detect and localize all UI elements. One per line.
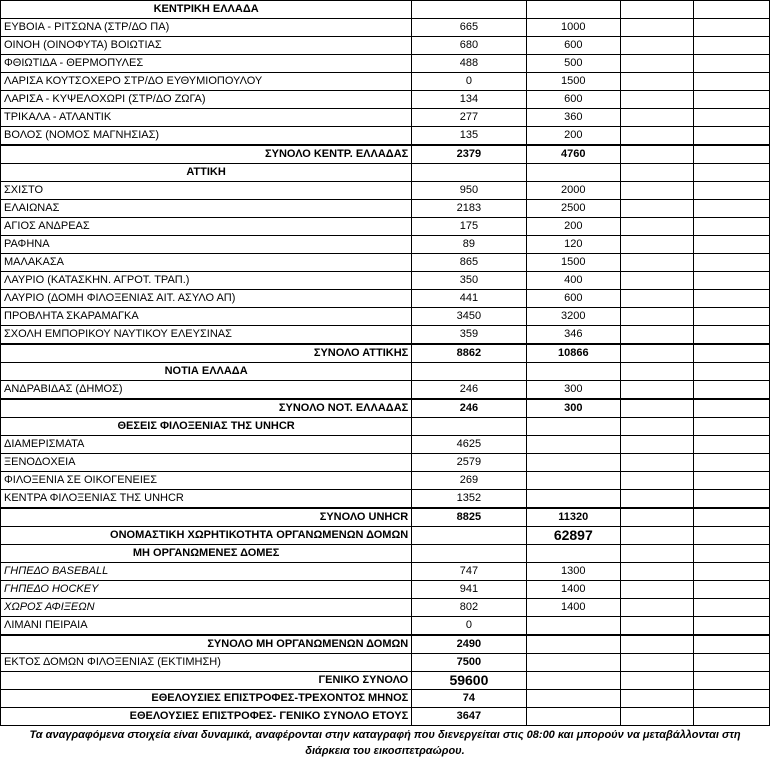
total-label: ΣΥΝΟΛΟ ΑΤΤΙΚΗΣ bbox=[1, 344, 412, 363]
current-count: 747 bbox=[412, 563, 526, 581]
empty-cell bbox=[694, 326, 770, 345]
empty-cell bbox=[621, 55, 694, 73]
outside-label: ΕΚΤΟΣ ΔΟΜΩΝ ΦΙΛΟΞΕΝΙΑΣ (ΕΚΤΙΜΗΣΗ) bbox=[1, 654, 412, 672]
empty-cell bbox=[621, 109, 694, 127]
total-capacity: 11320 bbox=[526, 508, 620, 527]
empty-cell bbox=[526, 545, 620, 563]
empty-cell bbox=[621, 73, 694, 91]
location-name: ΟΙΝΟΗ (ΟΙΝΟΦΥΤΑ) ΒΟΙΩΤΙΑΣ bbox=[1, 37, 412, 55]
data-table-body bbox=[1, 1, 770, 726]
location-name: ΒΟΛΟΣ (ΝΟΜΟΣ ΜΑΓΝΗΣΙΑΣ) bbox=[1, 127, 412, 146]
empty-cell bbox=[526, 164, 620, 182]
section-header: ΚΕΝΤΡΙΚΗ ΕΛΛΑΔΑ bbox=[1, 1, 412, 19]
current-count: 3450 bbox=[412, 308, 526, 326]
table-row bbox=[1, 581, 770, 599]
table-row bbox=[1, 454, 770, 472]
table-row bbox=[1, 563, 770, 581]
empty-cell bbox=[526, 672, 620, 690]
empty-cell bbox=[694, 164, 770, 182]
empty-cell bbox=[621, 599, 694, 617]
table-row bbox=[1, 472, 770, 490]
table-row bbox=[1, 308, 770, 326]
current-count: 441 bbox=[412, 290, 526, 308]
capacity-value: 120 bbox=[526, 236, 620, 254]
empty-cell bbox=[694, 37, 770, 55]
empty-cell bbox=[621, 164, 694, 182]
empty-cell bbox=[621, 654, 694, 672]
current-count: 2183 bbox=[412, 200, 526, 218]
empty-cell bbox=[621, 617, 694, 636]
empty-cell bbox=[694, 454, 770, 472]
empty-cell bbox=[621, 254, 694, 272]
current-count: 359 bbox=[412, 326, 526, 345]
empty-cell bbox=[621, 527, 694, 545]
returns-month-value: 74 bbox=[412, 690, 526, 708]
section-total-row bbox=[1, 635, 770, 654]
location-name: ΣΧΙΣΤΟ bbox=[1, 182, 412, 200]
capacity-value: 1400 bbox=[526, 599, 620, 617]
empty-cell bbox=[621, 436, 694, 454]
capacity-value: 360 bbox=[526, 109, 620, 127]
footer-line-1: Τα αναγραφόμενα στοιχεία είναι δυναμικά, αναφέρονται στην καταγραφή που διενεργείται στις 08:00 και μπορούν να μεταβάλλονται στη bbox=[29, 729, 741, 741]
section-header: ΑΤΤΙΚΗ bbox=[1, 164, 412, 182]
empty-cell bbox=[412, 363, 526, 381]
location-name: ΛΙΜΑΝΙ ΠΕΙΡΑΙΑ bbox=[1, 617, 412, 636]
total-current: 2490 bbox=[412, 635, 526, 654]
location-name: ΣΧΟΛΗ ΕΜΠΟΡΙΚΟΥ ΝΑΥΤΙΚΟΥ ΕΛΕΥΣΙΝΑΣ bbox=[1, 326, 412, 345]
empty-cell bbox=[694, 254, 770, 272]
empty-cell bbox=[621, 344, 694, 363]
empty-cell bbox=[694, 545, 770, 563]
total-capacity: 4760 bbox=[526, 145, 620, 164]
empty-cell bbox=[694, 290, 770, 308]
empty-cell bbox=[412, 1, 526, 19]
total-current: 8862 bbox=[412, 344, 526, 363]
empty-cell bbox=[694, 127, 770, 146]
empty-cell bbox=[621, 200, 694, 218]
empty-cell bbox=[694, 490, 770, 509]
current-count: 488 bbox=[412, 55, 526, 73]
empty-cell bbox=[621, 545, 694, 563]
section-total-row bbox=[1, 344, 770, 363]
empty-cell bbox=[621, 581, 694, 599]
empty-cell bbox=[621, 690, 694, 708]
location-name: ΛΑΡΙΣΑ ΚΟΥΤΣΟΧΕΡΟ ΣΤΡ/ΔΟ ΕΥΘΥΜΙΟΠΟΥΛΟΥ bbox=[1, 73, 412, 91]
section-total-row bbox=[1, 399, 770, 418]
empty-cell bbox=[694, 145, 770, 164]
empty-cell bbox=[621, 326, 694, 345]
empty-cell bbox=[694, 272, 770, 290]
grand-total-value: 59600 bbox=[412, 672, 526, 690]
empty-cell bbox=[621, 272, 694, 290]
returns-month-label: ΕΘΕΛΟΥΣΙΕΣ ΕΠΙΣΤΡΟΦΕΣ-ΤΡΕΧΟΝΤΟΣ ΜΗΝΟΣ bbox=[1, 690, 412, 708]
location-name: ΚΕΝΤΡΑ ΦΙΛΟΞΕΝΙΑΣ ΤΗΣ UNHCR bbox=[1, 490, 412, 509]
returns-year-row bbox=[1, 708, 770, 726]
current-count: 4625 bbox=[412, 436, 526, 454]
section-header: ΘΕΣΕΙΣ ΦΙΛΟΞΕΝΙΑΣ ΤΗΣ UNHCR bbox=[1, 418, 412, 436]
empty-cell bbox=[621, 672, 694, 690]
empty-cell bbox=[694, 599, 770, 617]
empty-cell bbox=[412, 418, 526, 436]
capacity-value: 1500 bbox=[526, 254, 620, 272]
empty-cell bbox=[621, 472, 694, 490]
footer-line-2: διάρκεια του εικοσιτετραώρου. bbox=[305, 745, 465, 757]
empty-cell bbox=[412, 545, 526, 563]
empty-cell bbox=[621, 363, 694, 381]
capacity-label: ΟΝΟΜΑΣΤΙΚΗ ΧΩΡΗΤΙΚΟΤΗΤΑ ΟΡΓΑΝΩΜΕΝΩΝ ΔΟΜΩΝ bbox=[1, 527, 412, 545]
capacity-value: 1400 bbox=[526, 581, 620, 599]
outside-row bbox=[1, 654, 770, 672]
empty-cell bbox=[694, 218, 770, 236]
table-row bbox=[1, 236, 770, 254]
empty-cell bbox=[694, 308, 770, 326]
current-count: 277 bbox=[412, 109, 526, 127]
capacity-value: 346 bbox=[526, 326, 620, 345]
section-header: ΝΟΤΙΑ ΕΛΛΑΔΑ bbox=[1, 363, 412, 381]
location-name: ΧΩΡΟΣ ΑΦΙΞΕΩΝ bbox=[1, 599, 412, 617]
table-row bbox=[1, 55, 770, 73]
table-row bbox=[1, 254, 770, 272]
capacity-value: 200 bbox=[526, 127, 620, 146]
outside-value: 7500 bbox=[412, 654, 526, 672]
location-name: ΠΡΟΒΛΗΤΑ ΣΚΑΡΑΜΑΓΚΑ bbox=[1, 308, 412, 326]
current-count: 350 bbox=[412, 272, 526, 290]
empty-cell bbox=[621, 381, 694, 400]
capacity-value bbox=[526, 436, 620, 454]
table-row bbox=[1, 436, 770, 454]
empty-cell bbox=[621, 708, 694, 726]
empty-cell bbox=[694, 508, 770, 527]
empty-cell bbox=[694, 690, 770, 708]
current-count: 134 bbox=[412, 91, 526, 109]
empty-cell bbox=[621, 454, 694, 472]
empty-cell bbox=[526, 708, 620, 726]
table-row bbox=[1, 37, 770, 55]
capacity-value bbox=[526, 490, 620, 509]
table-row bbox=[1, 290, 770, 308]
empty-cell bbox=[526, 1, 620, 19]
empty-cell bbox=[694, 418, 770, 436]
table-row bbox=[1, 91, 770, 109]
empty-cell bbox=[526, 690, 620, 708]
empty-cell bbox=[694, 563, 770, 581]
empty-cell bbox=[694, 91, 770, 109]
location-name: ΜΑΛΑΚΑΣΑ bbox=[1, 254, 412, 272]
capacity-total: 62897 bbox=[526, 527, 620, 545]
returns-month-row bbox=[1, 690, 770, 708]
table-row bbox=[1, 109, 770, 127]
location-name: ΤΡΙΚΑΛΑ - ΑΤΛΑΝΤΙΚ bbox=[1, 109, 412, 127]
capacity-value: 200 bbox=[526, 218, 620, 236]
section-header-row bbox=[1, 1, 770, 19]
section-header-row bbox=[1, 363, 770, 381]
empty-cell bbox=[621, 563, 694, 581]
location-name: ΛΑΥΡΙΟ (ΚΑΤΑΣΚΗΝ. ΑΓΡΟΤ. ΤΡΑΠ.) bbox=[1, 272, 412, 290]
capacity-value bbox=[526, 617, 620, 636]
current-count: 950 bbox=[412, 182, 526, 200]
empty-cell bbox=[694, 19, 770, 37]
section-header-row bbox=[1, 164, 770, 182]
grand-total-label: ΓΕΝΙΚΟ ΣΥΝΟΛΟ bbox=[1, 672, 412, 690]
empty-cell bbox=[621, 399, 694, 418]
empty-cell bbox=[526, 654, 620, 672]
empty-cell bbox=[694, 73, 770, 91]
empty-cell bbox=[694, 472, 770, 490]
location-name: ΕΥΒΟΙΑ - ΡΙΤΣΩΝΑ (ΣΤΡ/ΔΟ ΠΑ) bbox=[1, 19, 412, 37]
empty-cell bbox=[694, 672, 770, 690]
empty-cell bbox=[621, 418, 694, 436]
capacity-value: 600 bbox=[526, 37, 620, 55]
capacity-value: 600 bbox=[526, 91, 620, 109]
capacity-value: 3200 bbox=[526, 308, 620, 326]
total-label: ΣΥΝΟΛΟ ΚΕΝΤΡ. ΕΛΛΑΔΑΣ bbox=[1, 145, 412, 164]
empty-cell bbox=[694, 527, 770, 545]
section-header-row bbox=[1, 545, 770, 563]
returns-year-value: 3647 bbox=[412, 708, 526, 726]
empty-cell bbox=[694, 344, 770, 363]
section-header: ΜΗ ΟΡΓΑΝΩΜΕΝΕΣ ΔΟΜΕΣ bbox=[1, 545, 412, 563]
table-row bbox=[1, 599, 770, 617]
table-row bbox=[1, 272, 770, 290]
section-total-row bbox=[1, 145, 770, 164]
total-current: 246 bbox=[412, 399, 526, 418]
empty-cell bbox=[694, 654, 770, 672]
capacity-value: 500 bbox=[526, 55, 620, 73]
returns-year-label: ΕΘΕΛΟΥΣΙΕΣ ΕΠΙΣΤΡΟΦΕΣ- ΓΕΝΙΚΟ ΣΥΝΟΛΟ ΕΤΟΥΣ bbox=[1, 708, 412, 726]
empty-cell bbox=[694, 708, 770, 726]
location-name: ΑΝΔΡΑΒΙΔΑΣ (ΔΗΜΟΣ) bbox=[1, 381, 412, 400]
table-row bbox=[1, 182, 770, 200]
empty-cell bbox=[621, 635, 694, 654]
empty-cell bbox=[526, 363, 620, 381]
section-total-row bbox=[1, 508, 770, 527]
empty-cell bbox=[621, 127, 694, 146]
table-row bbox=[1, 19, 770, 37]
empty-cell bbox=[694, 55, 770, 73]
total-capacity: 10866 bbox=[526, 344, 620, 363]
location-name: ΦΙΛΟΞΕΝΙΑ ΣΕ ΟΙΚΟΓΕΝΕΙΕΣ bbox=[1, 472, 412, 490]
current-count: 135 bbox=[412, 127, 526, 146]
current-count: 0 bbox=[412, 73, 526, 91]
current-count: 680 bbox=[412, 37, 526, 55]
empty-cell bbox=[621, 91, 694, 109]
grand-total-row bbox=[1, 672, 770, 690]
empty-cell bbox=[694, 381, 770, 400]
empty-cell bbox=[621, 1, 694, 19]
empty-cell bbox=[621, 182, 694, 200]
empty-cell bbox=[694, 200, 770, 218]
current-count: 865 bbox=[412, 254, 526, 272]
location-name: ΡΑΦΗΝΑ bbox=[1, 236, 412, 254]
current-count: 665 bbox=[412, 19, 526, 37]
table-row bbox=[1, 127, 770, 146]
empty-cell bbox=[412, 164, 526, 182]
total-label: ΣΥΝΟΛΟ ΜΗ ΟΡΓΑΝΩΜΕΝΩΝ ΔΟΜΩΝ bbox=[1, 635, 412, 654]
empty-cell bbox=[621, 290, 694, 308]
table-row bbox=[1, 490, 770, 509]
location-name: ΕΛΑΙΩΝΑΣ bbox=[1, 200, 412, 218]
empty-cell bbox=[694, 436, 770, 454]
total-current: 8825 bbox=[412, 508, 526, 527]
location-name: ΔΙΑΜΕΡΙΣΜΑΤΑ bbox=[1, 436, 412, 454]
empty-cell bbox=[694, 182, 770, 200]
empty-cell bbox=[694, 581, 770, 599]
capacity-value: 400 bbox=[526, 272, 620, 290]
capacity-value: 300 bbox=[526, 381, 620, 400]
location-name: ΞΕΝΟΔΟΧΕΙΑ bbox=[1, 454, 412, 472]
current-count: 175 bbox=[412, 218, 526, 236]
capacity-row bbox=[1, 527, 770, 545]
capacity-value bbox=[526, 454, 620, 472]
empty-cell bbox=[621, 308, 694, 326]
capacity-value: 1300 bbox=[526, 563, 620, 581]
location-name: ΓΗΠΕΔΟ HOCKEY bbox=[1, 581, 412, 599]
empty-cell bbox=[526, 418, 620, 436]
current-count: 0 bbox=[412, 617, 526, 636]
total-capacity bbox=[526, 635, 620, 654]
section-header-row bbox=[1, 418, 770, 436]
empty-cell bbox=[621, 218, 694, 236]
current-count: 802 bbox=[412, 599, 526, 617]
empty-cell bbox=[621, 490, 694, 509]
empty-cell bbox=[694, 1, 770, 19]
location-name: ΓΗΠΕΔΟ BASEBALL bbox=[1, 563, 412, 581]
capacity-value: 1000 bbox=[526, 19, 620, 37]
capacity-value: 2500 bbox=[526, 200, 620, 218]
total-capacity: 300 bbox=[526, 399, 620, 418]
table-row bbox=[1, 218, 770, 236]
empty-cell bbox=[621, 37, 694, 55]
current-count: 269 bbox=[412, 472, 526, 490]
table-row bbox=[1, 617, 770, 636]
location-name: ΛΑΡΙΣΑ - ΚΥΨΕΛΟΧΩΡΙ (ΣΤΡ/ΔΟ ΖΩΓΑ) bbox=[1, 91, 412, 109]
location-name: ΦΘΙΩΤΙΔΑ - ΘΕΡΜΟΠΥΛΕΣ bbox=[1, 55, 412, 73]
empty-cell bbox=[621, 19, 694, 37]
capacity-value bbox=[526, 472, 620, 490]
empty-cell bbox=[694, 617, 770, 636]
current-count: 2579 bbox=[412, 454, 526, 472]
empty-cell bbox=[694, 635, 770, 654]
table-row bbox=[1, 73, 770, 91]
capacity-value: 1500 bbox=[526, 73, 620, 91]
empty-cell bbox=[621, 508, 694, 527]
location-name: ΛΑΥΡΙΟ (ΔΟΜΗ ΦΙΛΟΞΕΝΙΑΣ ΑΙΤ. ΑΣΥΛΟ ΑΠ) bbox=[1, 290, 412, 308]
table-row bbox=[1, 200, 770, 218]
empty-cell bbox=[412, 527, 526, 545]
total-label: ΣΥΝΟΛΟ ΝΟΤ. ΕΛΛΑΔΑΣ bbox=[1, 399, 412, 418]
capacity-value: 600 bbox=[526, 290, 620, 308]
empty-cell bbox=[694, 399, 770, 418]
current-count: 89 bbox=[412, 236, 526, 254]
location-name: ΑΓΙΟΣ ΑΝΔΡΕΑΣ bbox=[1, 218, 412, 236]
table-row bbox=[1, 381, 770, 400]
current-count: 941 bbox=[412, 581, 526, 599]
empty-cell bbox=[621, 145, 694, 164]
current-count: 246 bbox=[412, 381, 526, 400]
empty-cell bbox=[621, 236, 694, 254]
empty-cell bbox=[694, 109, 770, 127]
current-count: 1352 bbox=[412, 490, 526, 509]
total-label: ΣΥΝΟΛΟ UNHCR bbox=[1, 508, 412, 527]
capacity-value: 2000 bbox=[526, 182, 620, 200]
empty-cell bbox=[694, 236, 770, 254]
total-current: 2379 bbox=[412, 145, 526, 164]
empty-cell bbox=[694, 363, 770, 381]
footer-note bbox=[0, 727, 770, 759]
table-row bbox=[1, 326, 770, 345]
